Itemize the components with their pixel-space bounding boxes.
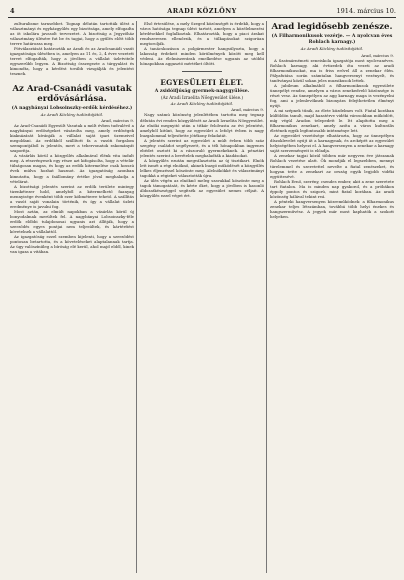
column-3 <box>270 21 394 573</box>
paragraph: A pénteki hangversenyen közreműködnek: a filharmonikus zenekar teljes létszámban, továbbá több helyi énekes és hangszerművész. A jegyek már most kaphatók a szokott helyeken. <box>270 198 394 219</box>
article-byline: Az Aradi Közlöny tudósítójától. <box>40 111 104 117</box>
paragraph: Az Arad-Csanádi Egyesült Vasutak a múlt évben tudvalévő a nagybányai erdőségeket vásárolta meg, amely erdőségek kiaknázását kívánják a vállalat saját ipari üzemeivel megoldani. Az erdőkből szállított fa a vasúti forgalom szempontjából is jelentős, mert a tehervonatok rakományát szaporítja. <box>10 123 134 154</box>
article-headline: A zsidóifjúság gyermek-nagygyűlése. <box>154 89 250 95</box>
paragraph: Nagy számú közönség jelenlétében tartotta meg tegnap délután évi rendes közgyűlését az Aradi Izraelita Nőegyesület. Az elnöki megnyitó után a titkár felolvasta az évi jelentést, amelyből kitűnt, hogy az egyesület a lefolyt évben is nagy buzgalommal teljesítette jótékony feladatát. <box>140 112 264 138</box>
paragraph: Az ülés végén az elnöknő meleg szavakkal köszönte meg a tagok támogatását, és kérte őket, hogy a jövőben is hasonló áldozatkészséggel segítsék az egyesület nemes céljait. A közgyűlés ezzel véget ért. <box>140 178 264 199</box>
article-subheadline: (A Filharmonikusok vezérje. — A nyolcvan éves Rohlach karnagy.) <box>271 34 393 45</box>
column-divider <box>266 21 267 573</box>
article-headline: Arad legidősebb zenésze. <box>271 22 393 32</box>
paragraph: A Szatmárnémeti zeneiskola igazgatója most nyolcvanéves. Rohlach karnagy, aki évtizedek óta vezeti az aradi filharmonikusokat, ma is friss erővel áll a zenekar élén. Pályafutása során számtalan hangversenyt vezényelt, és tanítványai közül sokan jeles muzsikusok lettek. <box>270 57 394 83</box>
section-rule <box>182 71 222 72</box>
issue-date: 1914. március 10. <box>336 7 396 15</box>
paragraph: A jelentés szerint az egyesület a múlt évben több száz szegény családot segélyezett, és a téli hónapokban ingyenes ebédet osztott ki a rászoruló gyermekeknek. A pénztári jelentés szerint a bevételek meghaladták a kiadásokat. <box>140 137 264 158</box>
article-dateline: Arad, március 9. <box>361 52 394 58</box>
paragraph: Most aztán, az elmúlt napokban a vásárlás körül új bonyodalmak merültek fel. A nagybányai Lobsoinszky-féle erdők előbbi tulajdonosai ugyanis azt állítják, hogy a szerződés egyes pontjai nem teljesültek, és kártérítést követelnek a vállalattól. <box>10 208 134 235</box>
paragraph: zulturalisme tarnsebbet. Tognap délután tartották ülést a választmányi és egyházgyűlés egy bizottsága, amely elfogadta az öt iskolára javasolt tervezetet. A bizottság a Jegyzőház választmány ülésére fut be és tagjai, hogy a gyűlés előtt több tervre határozza meg. <box>10 21 134 47</box>
column-1 <box>10 21 134 573</box>
paragraph: Pótválasztását határozták az Aradi és az Aradcsanádi vasút igazgatósága ülésében is, amelyen az 11 és, 2, 4 évre vezetett tervet elfogadták, hogy a jövőben a vállalat üzletvitele egyszerűbb legyen. A Bizottság összegezte a tárgyalást és kimondta, hogy a kérdést tovább vizsgálják és jelentést tesznek. <box>10 46 134 77</box>
article-headline: Az Arad-Csanádi vasutak erdővásárlása. <box>12 83 132 104</box>
article-dateline: Arad, március 9. <box>231 107 264 113</box>
paragraph: A mi szépnek tűnik, az élete küzdelmes volt. Fiatal korában külföldön tanult, majd hazatérve vidéki városokban működött, míg végül Aradon telepedett le. Itt alapította meg a filharmonikus zenekart, amely azóta a város kulturális életének egyik legfontosabb intézménye lett. <box>270 108 394 134</box>
article-byline: Az Aradi Közlöny tudósítójától. <box>300 46 364 51</box>
article-subheadline: (Az Aradi Izraelita Nőegyesület ülése.) <box>160 95 244 101</box>
section-heading: EGYESÜLETI ÉLET. <box>160 78 244 88</box>
paragraph: A jubileum alkalmából a filharmonikusok egyesülete ünnepélyt rendez, amelyen a város zenekedvelő közönsége is részt vesz. Az ünnepélyen az agg karnagy maga is vezényelni fog, ami a jelenlevőknek bizonyára felejthetetlen élményt nyújt. <box>270 82 394 108</box>
page-number: 4 <box>10 7 15 15</box>
column-divider <box>136 21 137 573</box>
paragraph: A tanácskozáson a polgármester hangsúlyozta, hogy a lakosság érdekeit minden körülmények között meg kell védeni. Az élelmiszerárak emelkedése ugyanis az utóbbi hónapokban aggasztó mértéket öltött. <box>140 46 264 67</box>
column-2 <box>140 21 264 573</box>
newspaper-name: ARADI KÖZLÖNY <box>167 7 237 15</box>
article-subheadline: (A nagybányai Lobsoinszky-erdők kérdéséhez.) <box>11 105 133 111</box>
paragraph: A vásárlás körül a közgyűlés alkalmával élénk vita indult meg. A részvényesek egy része azt kifogásolta, hogy a vételár túlságosan magas, és hogy az erdők kitermelése csak hosszú évek múlva hozhat hasznot. Az igazgatóság azonban kimutatta, hogy a faállomány értéke jóval meghaladja a vételárat. <box>10 153 134 184</box>
article-dateline: Arad, március 9. <box>101 118 134 124</box>
paragraph: A közgyűlés ezután megválasztotta az új tisztikart. Elnök lett ismét a régi elnöknő, akinek buzgó működését a közgyűlés lelkes éljenzéssel köszönte meg. Alelnökökké és választmányi tagokká a régieket választották újra. <box>140 157 264 179</box>
header-rule <box>8 17 396 18</box>
masthead <box>8 5 396 17</box>
paragraph: Az igazgatóság ezzel szemben kijelenti, hogy a szerződést pontosan betartotta, és a követeléseket alaptalannak tartja. Az ügy valószínűleg a bíróság elé kerül, ahol majd eldől, kinek van igaza a vitában. <box>10 234 134 255</box>
paragraph: Első értesülése, a mely Szeged közönségét is érdekli, hogy a város hatósága tegnap ülést tartott, amelyen a közélelmezési kérdésekkel foglalkoztak. Elhatározták, hogy a piaci árakat rendszeresen ellenőrzik, és a túlkapásokat szigorúan megtorolják. <box>140 21 264 47</box>
article-byline: Az Aradi Közlöny tudósítójától. <box>170 100 234 106</box>
paragraph: Rohlach Ernő, szerény, csendes ember, akit a zene szeretete tart fiatalon. Ma is minden nap gyakorol, és a próbákon éppoly pontos és szigorú, mint fiatal korában. Az aradi közönség hálával tekint reá. <box>270 178 394 199</box>
paragraph: A zenekar tagjai közül többen már negyven éve játszanak Rohlach vezetése alatt. Ők mondják el legszebben, mennyi türelemmel és szeretettel nevelte a fiatal zenészeket, és hogyan tette a zenekart az ország egyik legjobb vidéki együttesévé. <box>270 153 394 179</box>
paragraph: A bizottsági jelentés szerint az erdők területe mintegy tizenkétezer hold, amelyből a kitermelhető faanyag mennyisége évenként több ezer köbméterre tehető. A szállítás a vasút saját vonalain történik, és így a vállalat üzleti eredménye is javulni fog. <box>10 183 134 209</box>
paragraph: Az egyesület vezetősége elhatározta, hogy az ünnepélyen díszoklevelet nyújt át a karnagynak, és arcképét az egyesület helyiségében helyezi el. A hangversenyen a zenekar a karnagy saját szerzeményeit is előadja. <box>270 133 394 154</box>
